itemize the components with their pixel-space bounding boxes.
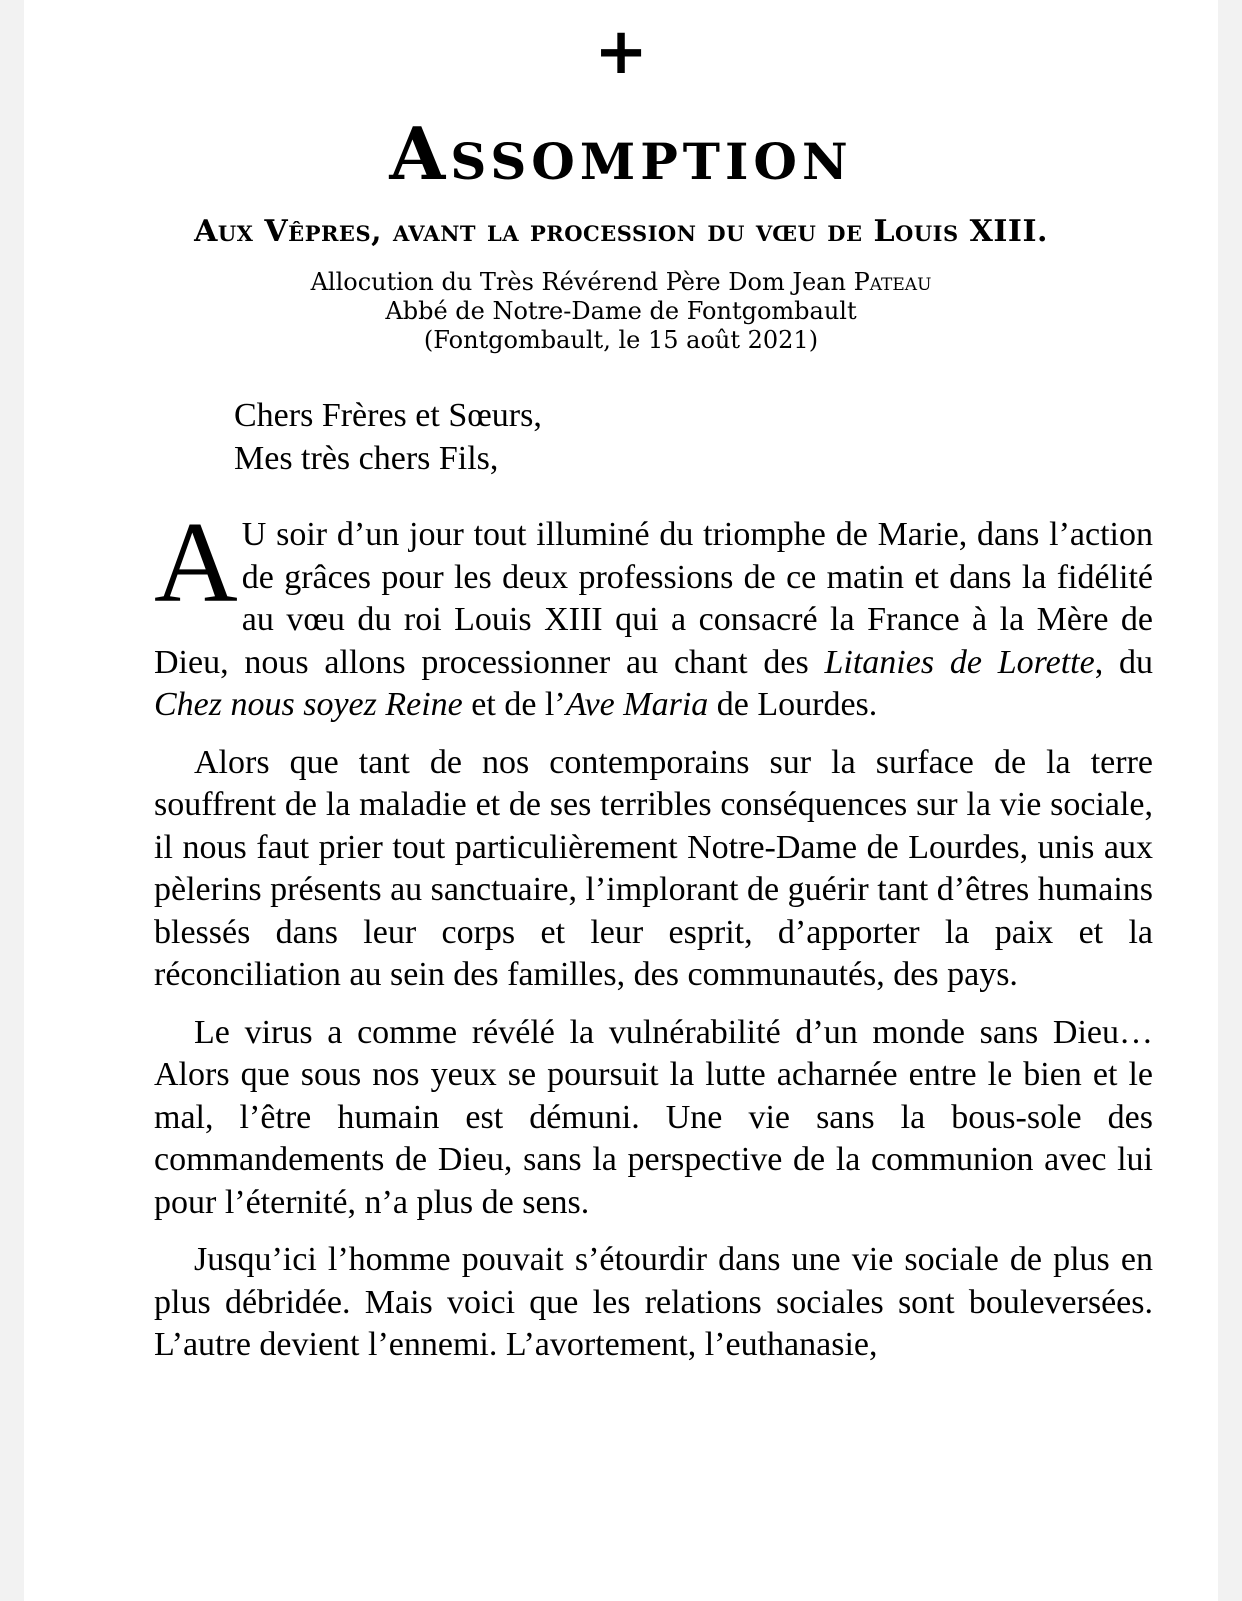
byline-author-surname: Pateau bbox=[853, 268, 932, 296]
paragraph-1-italic-3: Ave Maria bbox=[565, 686, 709, 723]
paragraph-1-italic-2: Chez nous soyez Reine bbox=[154, 686, 463, 723]
greeting bbox=[234, 394, 542, 480]
byline-author-prefix: Allocution du Très Révérend Père Dom Jean bbox=[310, 268, 854, 296]
paragraph-1-text-c: et de l’ bbox=[462, 686, 566, 723]
greeting-line-2: Mes très chers Fils, bbox=[234, 440, 499, 477]
paragraph-1 bbox=[154, 499, 1153, 727]
paragraph-1-text-a: U soir d’un jour tout illuminé du triomphe de Marie, dans l’action de grâces pour les deux professions de ce matin et dans la fidélité au vœu du roi Louis XIII qui a consacré la France à la Mère de Dieu, nous allons processionner au chant des bbox=[154, 516, 1153, 681]
paragraph-4: Jusqu’ici l’homme pouvait s’étourdir dans une vie sociale de plus en plus débridée. Mais voici que les relations sociales sont bouleversées. L’autre devient l’ennemi. L’avortement, l’euthanasie, bbox=[154, 1241, 1153, 1363]
cross-icon: + bbox=[594, 15, 648, 89]
byline-role: Abbé de Notre-Dame de Fontgombault bbox=[385, 297, 857, 325]
paragraph-3-text-b: sole des commandements de Dieu, sans la perspective de la communion avec lui pour l’éternité, n’a plus de sens. bbox=[154, 1098, 1153, 1221]
byline-place-date: (Fontgombault, le 15 août 2021) bbox=[423, 326, 819, 354]
paragraph-3-text-a: Le virus a comme révélé la vulnérabilité d’un monde sans Dieu… Alors que sous nos yeux se poursuit la lutte acharnée entre le bien et le mal, l’être humain est démuni. Une vie sans la bous- bbox=[154, 1013, 1153, 1136]
paragraph-1-italic-1: Litanies de Lorette bbox=[824, 643, 1095, 681]
paragraph-1-text-b: , du bbox=[1094, 643, 1153, 681]
drop-cap: A bbox=[154, 499, 238, 627]
document-page bbox=[24, 0, 1218, 1601]
page-subtitle: Aux Vêpres, avant la procession du vœu de Louis XIII. bbox=[194, 214, 1048, 249]
byline bbox=[24, 268, 1218, 355]
paragraph-1-text-d: de Lourdes. bbox=[708, 686, 878, 723]
paragraph-3 bbox=[154, 1012, 1153, 1225]
paragraph-2: Alors que tant de nos contemporains sur la surface de la terre souffrent de la maladie et de ses terribles conséquences sur la vie sociale, il nous faut prier tout particulièrement Notre-Dame de Lourdes, unis aux pèlerins présents au sanctuaire, l’implorant de guérir tant d’êtres humains blessés dans leur corps et leur esprit, d’apporter la paix et la réconciliation au sein des familles, des communautés, des pays. bbox=[154, 743, 1153, 993]
greeting-line-1: Chers Frères et Sœurs, bbox=[234, 397, 542, 434]
page-title: Assomption bbox=[389, 111, 853, 196]
byline-author bbox=[24, 268, 1218, 297]
homily-body bbox=[154, 499, 1153, 1382]
